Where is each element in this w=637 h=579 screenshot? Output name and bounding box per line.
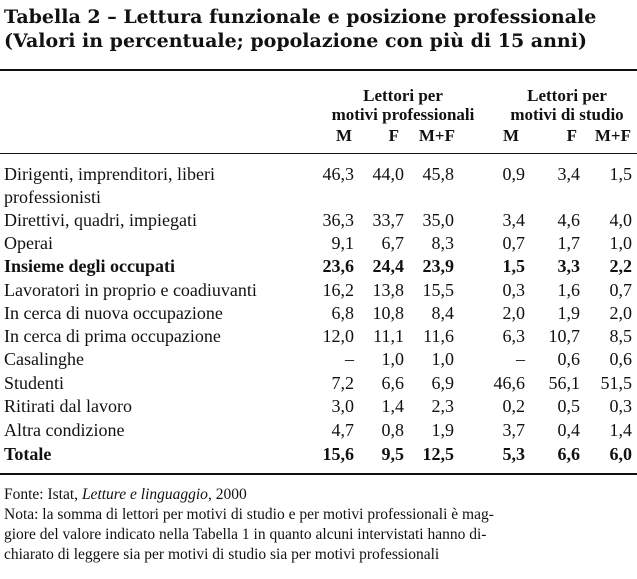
cell-study-f: 3,3 <box>557 256 580 276</box>
row-label-line1: Dirigenti, imprenditori, liberi <box>4 164 215 184</box>
row-label: Ritirati dal lavoro <box>4 396 132 416</box>
cell-prof-mf: 45,8 <box>422 164 454 184</box>
cell-prof-f: 44,0 <box>372 164 404 184</box>
source-title: Letture e linguaggio <box>81 486 208 503</box>
group-header-professional-line2: motivi professionali <box>331 105 475 124</box>
cell-prof-mf: 1,9 <box>431 420 454 440</box>
cell-study-mf: 0,3 <box>609 396 632 416</box>
cell-prof-f: 1,0 <box>381 349 404 369</box>
cell-prof-f: 33,7 <box>372 210 404 230</box>
cell-study-f: 10,7 <box>548 326 580 346</box>
cell-prof-mf: 23,9 <box>422 256 454 276</box>
cell-prof-mf: 8,4 <box>431 303 454 323</box>
cell-prof-mf: 15,5 <box>422 280 454 300</box>
cell-study-mf: 0,6 <box>609 349 632 369</box>
source-suffix: , 2000 <box>207 486 247 503</box>
subheader-study-mf: M+F <box>594 126 631 145</box>
cell-prof-mf: 12,5 <box>422 444 454 464</box>
cell-study-m: 3,7 <box>502 420 525 440</box>
cell-prof-m: 23,6 <box>322 256 354 276</box>
note-line2: giore del valore indicato nella Tabella 1 in quanto alcuni intervistati hanno di- <box>4 526 487 543</box>
group-header-study <box>498 86 636 124</box>
row-label: Altra condizione <box>4 420 125 440</box>
cell-prof-mf: 6,9 <box>431 373 454 393</box>
cell-prof-m: 16,2 <box>322 280 354 300</box>
cell-study-m: 1,5 <box>502 256 525 276</box>
group-header-professional-line1: Lettori per <box>363 86 443 105</box>
cell-prof-f: 24,4 <box>372 256 404 276</box>
subheader-prof-f: F <box>388 126 399 145</box>
cell-study-m: 46,6 <box>493 373 525 393</box>
cell-study-f: 0,4 <box>557 420 580 440</box>
row-label-line2: professionisti <box>4 187 101 207</box>
cell-study-m: 0,9 <box>502 164 525 184</box>
row-label: Studenti <box>4 373 65 393</box>
cell-prof-m: – <box>345 349 354 369</box>
cell-study-f: 56,1 <box>548 373 580 393</box>
cell-study-mf: 6,0 <box>609 444 632 464</box>
cell-prof-f: 6,6 <box>381 373 404 393</box>
row-label: In cerca di nuova occupazione <box>4 303 223 323</box>
row-label: Casalinghe <box>4 349 84 369</box>
cell-prof-f: 9,5 <box>381 444 404 464</box>
table-title-line1: Tabella 2 – Lettura funzionale e posizione professionale <box>4 6 597 28</box>
cell-study-mf: 0,7 <box>609 280 632 300</box>
subheader-study-f: F <box>566 126 577 145</box>
cell-study-m: 2,0 <box>502 303 525 323</box>
note-line1: Nota: la somma di lettori per motivi di studio e per motivi professionali è mag- <box>4 506 494 523</box>
row-label: Totale <box>4 444 52 464</box>
header-rule <box>0 153 637 154</box>
cell-study-m: 0,2 <box>502 396 525 416</box>
cell-study-f: 3,4 <box>557 164 580 184</box>
cell-study-f: 1,7 <box>557 233 580 253</box>
cell-study-m: 6,3 <box>502 326 525 346</box>
cell-prof-f: 13,8 <box>372 280 404 300</box>
cell-prof-mf: 8,3 <box>431 233 454 253</box>
cell-prof-m: 46,3 <box>322 164 354 184</box>
cell-study-f: 6,6 <box>557 444 580 464</box>
row-label: Lavoratori in proprio e coadiuvanti <box>4 280 257 300</box>
top-rule <box>0 69 637 71</box>
cell-prof-m: 15,6 <box>322 444 354 464</box>
cell-study-mf: 51,5 <box>600 373 632 393</box>
cell-prof-f: 11,1 <box>373 326 404 346</box>
bottom-rule <box>0 473 637 475</box>
group-header-professional <box>318 86 488 124</box>
cell-study-f: 0,5 <box>557 396 580 416</box>
cell-prof-m: 6,8 <box>331 303 354 323</box>
cell-prof-mf: 11,6 <box>423 326 454 346</box>
cell-prof-m: 12,0 <box>322 326 354 346</box>
cell-prof-m: 3,0 <box>331 396 354 416</box>
cell-study-m: 5,3 <box>502 444 525 464</box>
cell-prof-f: 1,4 <box>381 396 404 416</box>
cell-study-f: 4,6 <box>557 210 580 230</box>
group-header-study-line1: Lettori per <box>527 86 607 105</box>
cell-prof-m: 36,3 <box>322 210 354 230</box>
cell-prof-m: 7,2 <box>331 373 354 393</box>
cell-prof-mf: 35,0 <box>422 210 454 230</box>
cell-study-f: 1,9 <box>557 303 580 323</box>
cell-study-f: 0,6 <box>557 349 580 369</box>
cell-study-f: 1,6 <box>557 280 580 300</box>
cell-prof-mf: 1,0 <box>431 349 454 369</box>
cell-prof-f: 0,8 <box>381 420 404 440</box>
table-title <box>4 5 634 53</box>
subheader-prof-m: M <box>335 126 352 145</box>
cell-prof-mf: 2,3 <box>431 396 454 416</box>
cell-study-mf: 1,5 <box>609 164 632 184</box>
row-label: Direttivi, quadri, impiegati <box>4 210 197 230</box>
cell-study-m: 0,3 <box>502 280 525 300</box>
cell-study-mf: 1,4 <box>609 420 632 440</box>
cell-prof-m: 9,1 <box>331 233 354 253</box>
cell-study-m: 0,7 <box>502 233 525 253</box>
note-text <box>4 505 632 565</box>
group-header-study-line2: motivi di studio <box>510 105 624 124</box>
note-line3: chiarato di leggere sia per motivi di studio sia per motivi professionali <box>4 546 440 563</box>
source-prefix: Fonte: Istat, <box>4 486 82 503</box>
row-label: Insieme degli occupati <box>4 256 175 276</box>
row-label: Operai <box>4 233 53 253</box>
table-title-line2: (Valori in percentuale; popolazione con più di 15 anni) <box>4 30 587 52</box>
cell-study-mf: 1,0 <box>609 233 632 253</box>
cell-study-mf: 4,0 <box>609 210 632 230</box>
cell-study-m: 3,4 <box>502 210 525 230</box>
cell-study-m: – <box>516 349 525 369</box>
cell-prof-m: 4,7 <box>331 420 354 440</box>
row-label: In cerca di prima occupazione <box>4 326 221 346</box>
source-line <box>4 485 632 505</box>
cell-study-mf: 2,0 <box>609 303 632 323</box>
cell-study-mf: 8,5 <box>609 326 632 346</box>
cell-prof-f: 10,8 <box>372 303 404 323</box>
row-label <box>4 163 314 209</box>
cell-prof-f: 6,7 <box>381 233 404 253</box>
cell-study-mf: 2,2 <box>609 256 632 276</box>
subheader-study-m: M <box>502 126 519 145</box>
subheader-prof-mf: M+F <box>418 126 455 145</box>
